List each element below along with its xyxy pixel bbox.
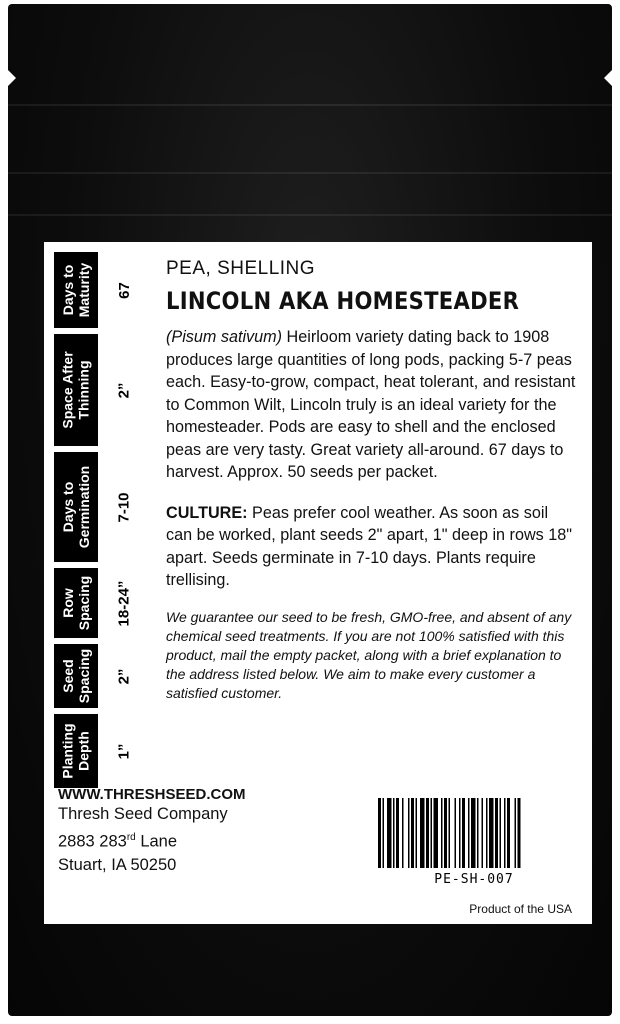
tear-notch-right (604, 70, 612, 86)
variety-title: LINCOLN AKA HOMESTEADER (166, 287, 520, 315)
barcode-bar (449, 798, 451, 868)
city-state-zip: Stuart, IA 50250 (58, 855, 177, 874)
barcode-bars (376, 798, 572, 868)
barcode-bar (500, 798, 502, 868)
sidebar-label: Days to Germination (60, 465, 92, 549)
barcode-bar (393, 798, 395, 868)
sidebar-row-thinning (54, 334, 150, 446)
barcode-bar (459, 798, 461, 868)
barcode-bar (518, 798, 521, 868)
barcode-bar (489, 798, 494, 868)
barcode-bar (444, 798, 447, 868)
barcode-bar (434, 798, 439, 868)
barcode-bar (426, 798, 429, 868)
zip-seal-line (8, 104, 612, 106)
website-link[interactable]: WWW.THRESHSEED.COM (58, 786, 246, 803)
barcode-bar (408, 798, 410, 868)
culture-heading: CULTURE: (166, 503, 248, 522)
product-code: PE-SH-007 (434, 872, 514, 887)
barcode-bar (486, 798, 488, 868)
sidebar-row-depth (54, 714, 150, 788)
sidebar-label: Days to Maturity (60, 262, 93, 318)
barcode-bar (378, 798, 381, 868)
barcode-bar (411, 798, 414, 868)
country-of-origin: Product of the USA (469, 902, 572, 916)
barcode-bar (402, 798, 404, 868)
latin-name: (Pisum sativum) (166, 328, 283, 346)
barcode-bar (482, 798, 484, 868)
barcode-bar (515, 798, 517, 868)
barcode-bar (507, 798, 510, 868)
sidebar-label: Space After Thinning (60, 351, 93, 429)
barcode-bar (387, 798, 392, 868)
guarantee-text: We guarantee our seed to be fresh, GMO-free, and absent of any chemical seed treatments. If you are not 100% satisfied with this product, mail the empty packet, along with a brief explanation to the address listed below. We aim to make every customer a satisfied customer. (166, 608, 572, 701)
label-content (166, 258, 578, 703)
sidebar-value: 2” (115, 668, 133, 684)
sidebar-value: 67 (115, 281, 133, 299)
barcode (376, 798, 572, 890)
barcode-bar (420, 798, 425, 868)
street-address: 2883 283rd Lane (58, 832, 178, 851)
barcode-bar (468, 798, 470, 868)
sidebar-row-maturity (54, 252, 150, 328)
zip-seal-line (8, 214, 612, 216)
sidebar-row-row-spacing (54, 568, 150, 638)
barcode-bar (441, 798, 443, 868)
company-info (58, 786, 246, 877)
barcode-bar (471, 798, 476, 868)
sidebar-label: Planting Depth (60, 723, 93, 779)
company-name: Thresh Seed Company (58, 805, 228, 823)
variety-description (166, 326, 578, 484)
barcode-bar (396, 798, 399, 868)
culture-notes (166, 502, 578, 592)
sidebar-value: 7-10 (115, 491, 133, 523)
barcode-bar (455, 798, 457, 868)
barcode-bar (504, 798, 506, 868)
barcode-bar (462, 798, 465, 868)
barcode-bar (416, 798, 418, 868)
sidebar-value: 18-24” (115, 580, 133, 626)
culture-text: Peas prefer cool weather. As soon as soil can be worked, plant seeds 2" apart, 1" deep in rows 18" apart. Seeds germinate in 7-10 days. Plants require trellising. (166, 503, 572, 589)
description-text: Heirloom variety dating back to 1908 produces large quantities of long pods, packing 5-7 peas each. Easy-to-grow, compact, heat tolerant, and resistant to Common Wilt, Lincoln truly is an ideal variety for the homesteader. Pods are easy to shell and the enclosed peas are very tasty. Great variety all-around. 67 days to harvest. Approx. 50 seeds per packet. (166, 328, 576, 481)
barcode-bar (383, 798, 385, 868)
seed-packet (8, 4, 612, 1016)
barcode-bar (477, 798, 479, 868)
sidebar-label: Seed Spacing (60, 648, 92, 704)
sidebar-row-germination (54, 452, 150, 562)
barcode-bar (495, 798, 498, 868)
barcode-bar (431, 798, 433, 868)
sidebar-value: 2” (115, 382, 133, 398)
crop-category: PEA, SHELLING (166, 258, 316, 279)
sidebar-row-seed-spacing (54, 644, 150, 708)
zip-seal-line (8, 172, 612, 174)
sidebar-value: 1” (115, 743, 133, 759)
tear-notch-left (8, 70, 16, 86)
packet-label (44, 242, 592, 924)
sidebar-label: Row Spacing (60, 575, 92, 631)
